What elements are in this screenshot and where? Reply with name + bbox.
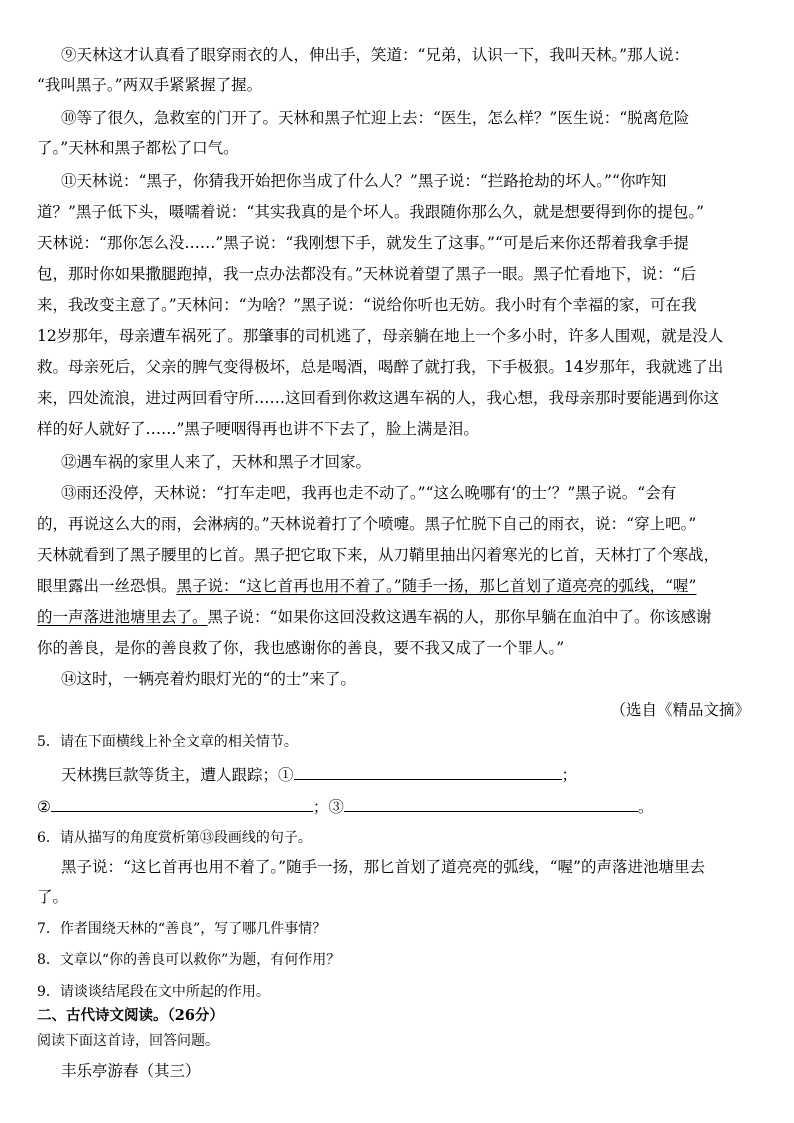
paragraph-11-line-1: ⑪天林说：“黑子，你猜我开始把你当成了什么人？”黑子说：“拦路抢劫的坏人。”“你咋知 xyxy=(61,172,667,190)
paragraph-11-line-7: 救。母亲死后，父亲的脾气变得极坏，总是喝酒，喝醉了就打我，下手极狠。14岁那年，我就逃了出 xyxy=(37,358,724,376)
paragraph-13-line-1: ⑬雨还没停，天林说：“打车走吧，我再也走不动了。”“这么晚哪有‘的士’？”黑子说。“会有 xyxy=(61,484,677,502)
paragraph-13-line-2: 的，再说这么大的雨，会淋病的。”天林说着打了个喷嚏。黑子忙脱下自己的雨衣，说：“穿上吧。” xyxy=(37,515,697,533)
paragraph-9-line-1: ⑨天林这才认真看了眼穿雨衣的人，伸出手，笑道：“兄弟，认识一下，我叫天林。”那人说： xyxy=(61,46,690,64)
underlined-sentence-part-1: 黑子说：“这匕首再也用不着了。”随手一扬，那匕首划了道亮亮的弧线，“喔” xyxy=(176,577,697,595)
paragraph-10-line-2: 了。”天林和黑子都松了口气。 xyxy=(37,139,239,157)
question-6-quote-line-2: 了。 xyxy=(37,888,69,906)
paragraph-11-line-2: 道？”黑子低下头，嗫嚅着说：“其实我真的是个坏人。我跟随你那么久，就是想要得到你的提包。” xyxy=(37,203,705,221)
source-citation: （选自《精品文摘》 xyxy=(610,701,750,719)
question-5-separator: ； xyxy=(561,766,578,784)
section-2-instruction: 阅读下面这首诗，回答问题。 xyxy=(37,1033,219,1049)
question-5-stem: 5．请在下面横线上补全文章的相关情节。 xyxy=(37,734,298,750)
question-8: 8．文章以“你的善良可以救你”为题，有何作用？ xyxy=(37,952,341,968)
paragraph-13-plain-text: 黑子说：“如果你这回没救这遇车祸的人，那你早躺在血泊中了。你该感谢 xyxy=(207,608,712,626)
paragraph-13-line-6: 你的善良，是你的善良救了你，我也感谢你的善良，要不我又成了一个罪人。” xyxy=(37,639,565,657)
question-5-line-1 xyxy=(61,763,757,786)
question-6-stem: 6．请从描写的角度赏析第⑬段画线的句子。 xyxy=(37,830,312,846)
question-5-line-2 xyxy=(37,795,757,818)
underlined-sentence-part-2: 的一声落进池塘里去了。 xyxy=(37,608,208,626)
poem-title: 丰乐亭游春（其三） xyxy=(61,1062,201,1080)
question-6-quote-line-1: 黑子说：“这匕首再也用不着了。”随手一扬，那匕首划了道亮亮的弧线，“喔”的声落进池塘里去 xyxy=(61,858,705,876)
paragraph-10-line-1: ⑩等了很久，急救室的门开了。天林和黑子忙迎上去：“医生，怎么样？”医生说：“脱离危险 xyxy=(61,109,690,127)
answer-blank-3[interactable] xyxy=(344,795,638,812)
answer-blank-2[interactable] xyxy=(51,795,313,812)
paragraph-12-line-1: ⑫遇车祸的家里人来了，天林和黑子才回家。 xyxy=(61,453,372,471)
paragraph-11-line-3: 天林说：“那你怎么没……”黑子说：“我刚想下手，就发生了这事。”“可是后来你还帮着我拿手提 xyxy=(37,234,689,252)
question-7: 7．作者围绕天林的“善良”，写了哪几件事情？ xyxy=(37,921,327,937)
paragraph-9-line-2: “我叫黑子。”两双手紧紧握了握。 xyxy=(37,76,263,94)
paragraph-13-plain-text: 眼里露出一丝恐惧。 xyxy=(37,577,177,595)
question-5-end: 。 xyxy=(637,798,654,816)
paragraph-11-line-8: 来，四处流浪，进过两回看守所……这回看到你救这遇车祸的人，我心想，我母亲那时要能遇到你这 xyxy=(37,389,720,407)
answer-blank-1[interactable] xyxy=(294,763,562,780)
paragraph-11-line-4: 包，那时你如果撒腿跑掉，我一点办法都没有。”天林说着望了黑子一眼。黑子忙看地下，说：“后 xyxy=(37,265,697,283)
question-9: 9．请谈谈结尾段在文中所起的作用。 xyxy=(37,984,270,1000)
paragraph-13-line-4 xyxy=(37,575,757,597)
question-5-prefix: 天林携巨款等货主，遭人跟踪；① xyxy=(61,766,294,784)
paragraph-11-line-6: 12岁那年，母亲遭车祸死了。那肇事的司机逃了，母亲躺在地上一个多小时，许多人围观，就是没人 xyxy=(37,327,724,345)
blank-marker-2: ② xyxy=(37,798,51,816)
section-2-heading: 二、古代诗文阅读。（26分） xyxy=(37,1007,224,1024)
paragraph-11-line-5: 来，我改变主意了。”天林问：“为啥？”黑子说：“说给你听也无妨。我小时有个幸福的家，可在我 xyxy=(37,296,697,314)
paragraph-11-line-9: 样的好人就好了……”黑子哽咽得再也讲不下去了，脸上满是泪。 xyxy=(37,420,479,438)
paragraph-14-line-1: ⑭这时，一辆亮着灼眼灯光的“的士”来了。 xyxy=(61,670,356,688)
paragraph-13-line-5 xyxy=(37,606,757,628)
paragraph-13-line-3: 天林就看到了黑子腰里的匕首。黑子把它取下来，从刀鞘里抽出闪着寒光的匕首，天林打了个寒战， xyxy=(37,546,720,564)
blank-marker-3: ；③ xyxy=(312,798,344,816)
